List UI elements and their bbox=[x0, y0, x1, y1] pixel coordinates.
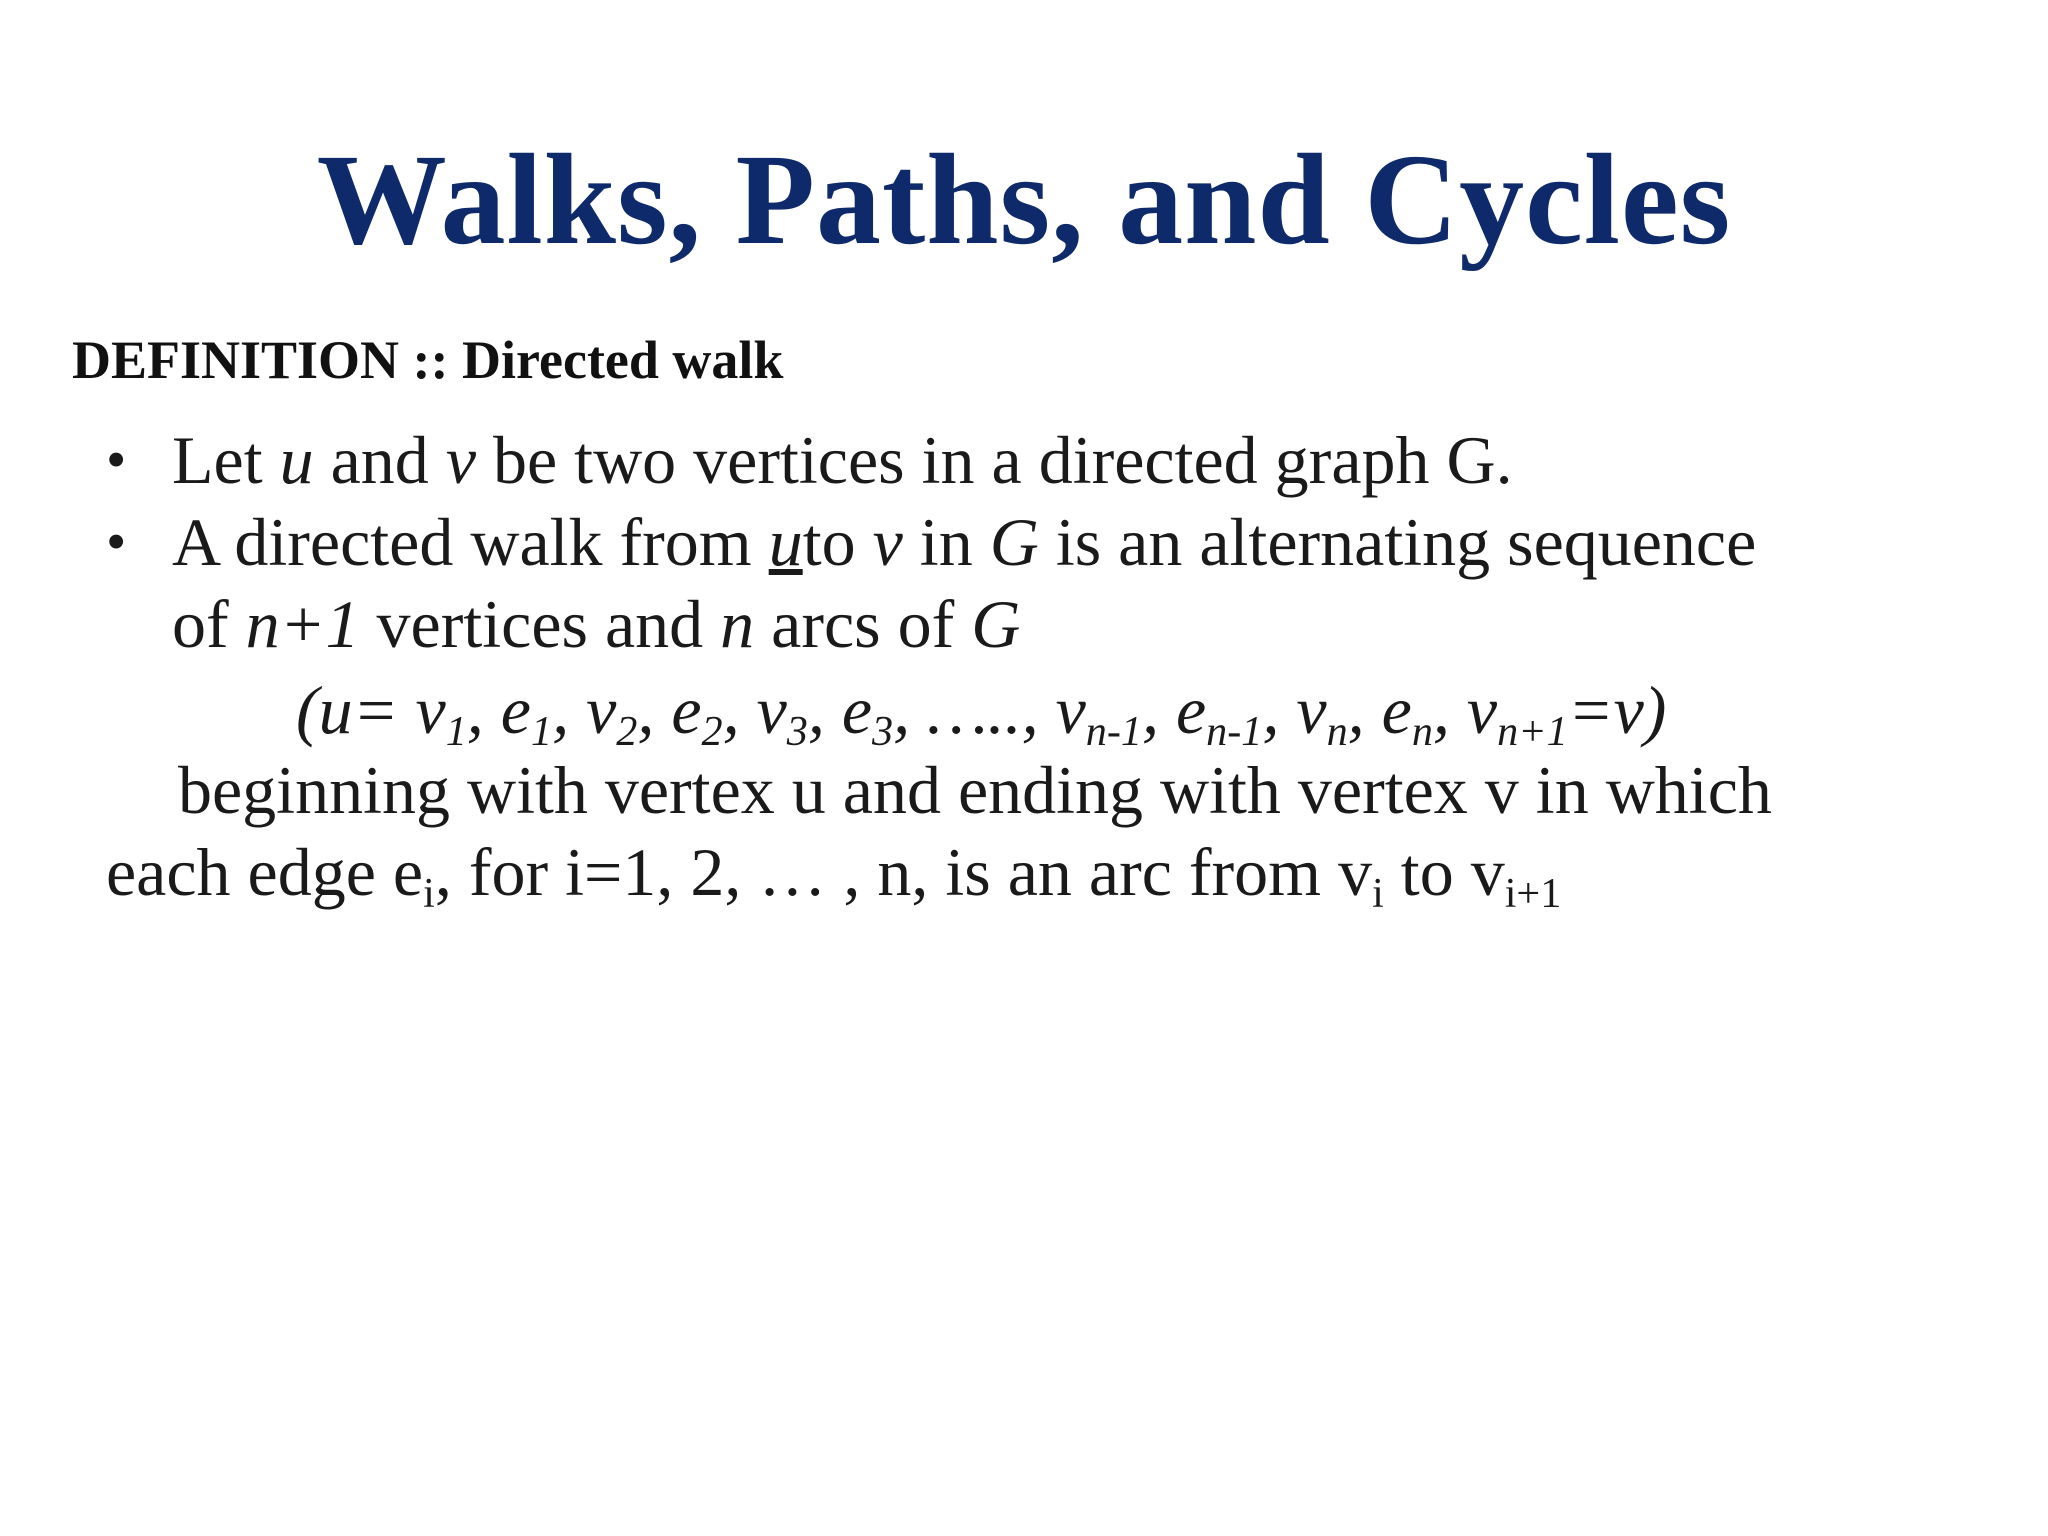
subscript: 2 bbox=[701, 707, 723, 755]
var-v: v bbox=[445, 422, 476, 498]
slide-title: Walks, Paths, and Cycles bbox=[316, 128, 1732, 272]
formula-run: , e bbox=[637, 672, 702, 748]
formula-run: , v bbox=[722, 672, 787, 748]
text-run: and bbox=[313, 422, 446, 498]
text-run: arcs of bbox=[754, 586, 972, 662]
var-g: G bbox=[971, 586, 1021, 662]
var-g: G bbox=[989, 504, 1039, 580]
text-run: Let bbox=[172, 422, 280, 498]
subscript: i bbox=[1372, 869, 1384, 917]
walk-sequence-formula bbox=[296, 670, 1667, 755]
formula-run: , v bbox=[1432, 672, 1498, 748]
subscript: 1 bbox=[445, 707, 467, 755]
subscript: i bbox=[423, 869, 435, 917]
text-run: is an alternating sequence bbox=[1038, 504, 1757, 580]
subscript: n bbox=[1326, 707, 1348, 755]
subscript: 1 bbox=[530, 707, 553, 755]
text-run: of bbox=[172, 586, 246, 662]
formula-run: =v) bbox=[1567, 672, 1667, 748]
subscript: 2 bbox=[616, 707, 638, 755]
formula-run: , e bbox=[1347, 672, 1412, 748]
text-run: each edge e bbox=[106, 834, 424, 910]
bullet-2-text bbox=[172, 502, 1756, 582]
formula-run: , e bbox=[466, 672, 531, 748]
subscript: i+1 bbox=[1504, 869, 1562, 917]
formula-run: , e bbox=[1141, 672, 1207, 748]
bullet-2-continuation bbox=[172, 584, 1020, 664]
subscript: n-1 bbox=[1206, 707, 1263, 755]
definition-continuation-2 bbox=[106, 832, 1562, 917]
text-run: be two vertices in a directed graph G. bbox=[476, 422, 1513, 498]
bullet-marker: • bbox=[106, 427, 127, 492]
formula-run: (u= v bbox=[296, 672, 446, 748]
var-u: u bbox=[279, 422, 314, 498]
text-run: A directed walk from bbox=[172, 504, 769, 580]
definition-continuation-1: beginning with vertex u and ending with vertex v in which bbox=[178, 752, 1772, 828]
text-run: , for i=1, 2, … , n, is an arc from v bbox=[434, 834, 1373, 910]
text-run: vertices and bbox=[359, 586, 721, 662]
text-run: in bbox=[902, 504, 990, 580]
bullet-marker: • bbox=[106, 509, 127, 574]
var-n: n bbox=[720, 586, 755, 662]
subscript: 3 bbox=[872, 707, 894, 755]
formula-run: , v bbox=[552, 672, 617, 748]
bullet-1-text bbox=[172, 420, 1513, 500]
definition-heading: DEFINITION :: Directed walk bbox=[72, 330, 784, 390]
formula-run: , ….., v bbox=[893, 672, 1086, 748]
subscript: n+1 bbox=[1497, 707, 1568, 755]
formula-run: , e bbox=[807, 672, 873, 748]
text-run: to bbox=[802, 504, 873, 580]
subscript: 3 bbox=[786, 707, 808, 755]
formula-run: , v bbox=[1262, 672, 1327, 748]
var-v: v bbox=[872, 504, 903, 580]
subscript: n-1 bbox=[1085, 707, 1142, 755]
var-n-plus-1: n+1 bbox=[245, 586, 360, 662]
var-u: u bbox=[768, 504, 803, 580]
subscript: n bbox=[1411, 707, 1433, 755]
text-run: to v bbox=[1383, 834, 1505, 910]
